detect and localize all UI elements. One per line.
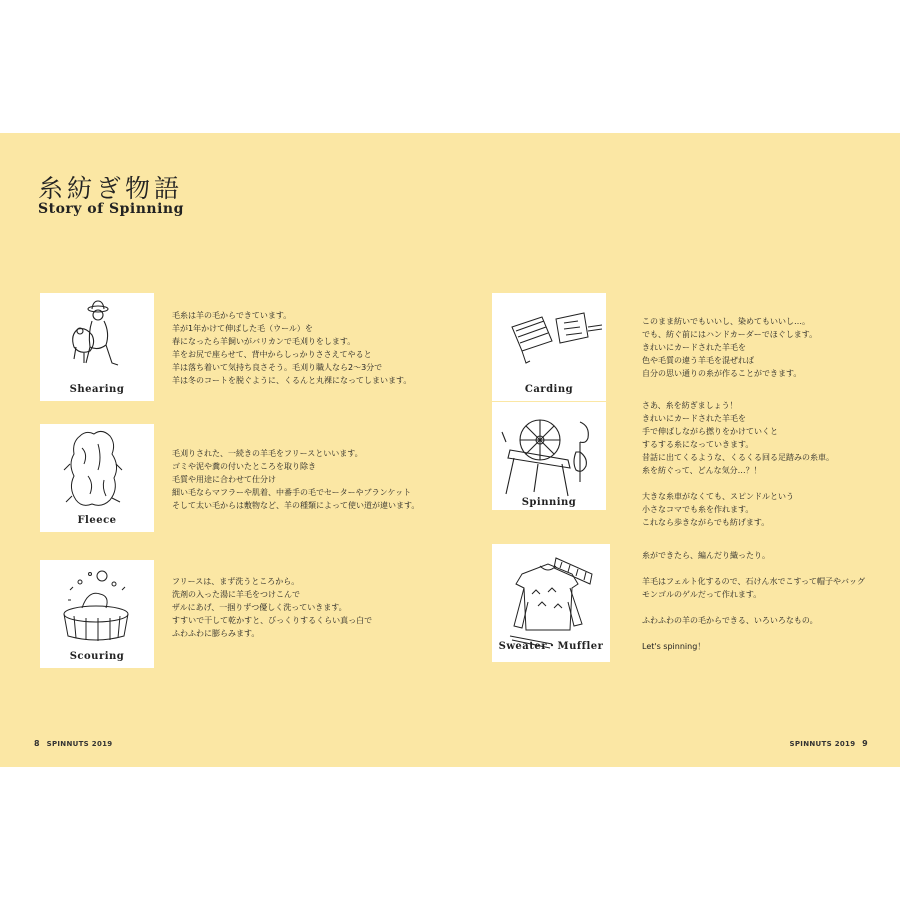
text-line: きれいにカードされた羊毛を [642,414,746,423]
text-line: そして太い毛からは敷物など、羊の種類によって使い道が違います。 [172,501,420,510]
card-fleece [40,424,154,532]
text-line: ゴミや泥や糞の付いたところを取り除き [172,462,316,471]
text-line: でも、紡ぐ前にはハンドカーダーでほぐします。 [642,330,818,339]
text-line: 羊が1年かけて伸ばした毛（ウール）を [172,324,313,333]
caption-sweater-muffler: Sweater・Muffler [498,641,604,652]
caption-shearing: Shearing [69,384,125,395]
text-line: 毛刈りされた、一続きの羊毛をフリースといいます。 [172,449,363,458]
page-number-right: 9 [862,739,868,748]
text-line: 毛糸は羊の毛からできています。 [172,311,292,320]
text-line: ふわふわに膨らみます。 [172,629,260,638]
text-line [642,601,865,614]
footer-right [790,739,872,748]
card-shearing [40,293,154,401]
text-fleece [172,447,419,512]
text-line: ふわふわの羊の毛からできる、いろいろなもの。 [642,616,818,625]
text-line: するする糸になっていきます。 [642,440,754,449]
magazine-name-right: SPINNUTS [789,740,832,748]
text-line: 羊は冬のコートを脱ぐように、くるんと丸裸になってしまいます。 [172,376,412,385]
text-line: 細い毛ならマフラーや肌着、中番手の毛でセーターやブランケット [172,488,412,497]
text-spinning [642,399,834,529]
text-line: フリースは、まず洗うところから。 [172,577,300,586]
text-line: モンゴルのゲルだって作れます。 [642,590,762,599]
footer-left [30,739,112,748]
text-line: Let's spinning！ [642,642,706,651]
text-line: さあ、糸を紡ぎましょう！ [642,401,738,410]
text-line: きれいにカードされた羊毛を [642,343,746,352]
text-line [642,627,865,640]
text-shearing [172,309,411,387]
text-line: 大きな糸車がなくても、スピンドルという [642,492,794,501]
text-line: 糸ができたら、編んだり織ったり。 [642,551,770,560]
text-line: 羊をお尻で座らせて、背中からしっかりささえてやると [172,350,372,359]
text-line: すすいで干して乾かすと、びっくりするくらい真っ白で [172,616,373,625]
magazine-name-left: SPINNUTS [46,740,90,748]
text-sweater-muffler [642,549,865,653]
magazine-year-right: 2019 [834,740,856,748]
magazine-year-left: 2019 [91,740,113,748]
card-sweater-muffler [492,544,610,662]
caption-scouring: Scouring [69,651,125,662]
page-title-english: Story of Spinning [38,201,184,217]
text-carding [642,315,817,380]
text-line: ザルにあげ、一掴りずつ優しく洗っていきます。 [172,603,347,612]
text-line: 小さなコマでも糸を作れます。 [642,505,754,514]
text-line: 糸を紡ぐって、どんな気分…？！ [642,466,762,475]
text-line: 色や毛質の違う羊毛を混ぜれば [642,356,754,365]
card-scouring [40,560,154,668]
text-line: 毛質や用途に合わせて仕分け [172,475,276,484]
text-line: 羊は落ち着いて気持ち良さそう。毛刈り職人なら2〜3分で [172,363,383,372]
page-number-left: 8 [34,739,40,748]
text-line [642,477,834,490]
page-title-japanese: 糸紡ぎ物語 [38,174,184,203]
text-line: 自分の思い通りの糸が作ることができます。 [642,369,802,378]
card-spinning [492,402,606,510]
caption-spinning: Spinning [521,497,577,508]
text-line: 昔話に出てくるような、くるくる回る足踏みの糸車。 [642,453,834,462]
text-line: 洗剤の入った湯に羊毛をつけこんで [172,590,300,599]
text-line: 羊毛はフェルト化するので、石けん水でこすって帽子やバッグ [642,577,865,586]
magazine-spread [0,133,900,767]
text-line: これなら歩きながらでも紡げます。 [642,518,770,527]
text-scouring [172,575,372,640]
text-line: 春になったら羊飼いがバリカンで毛刈りをします。 [172,337,356,346]
card-carding [492,293,606,401]
caption-carding: Carding [524,384,574,395]
text-line: このまま紡いでもいいし、染めてもいいし…。 [642,317,810,326]
caption-fleece: Fleece [77,515,117,526]
text-line: 手で伸ばしながら撚りをかけていくと [642,427,778,436]
text-line [642,562,865,575]
